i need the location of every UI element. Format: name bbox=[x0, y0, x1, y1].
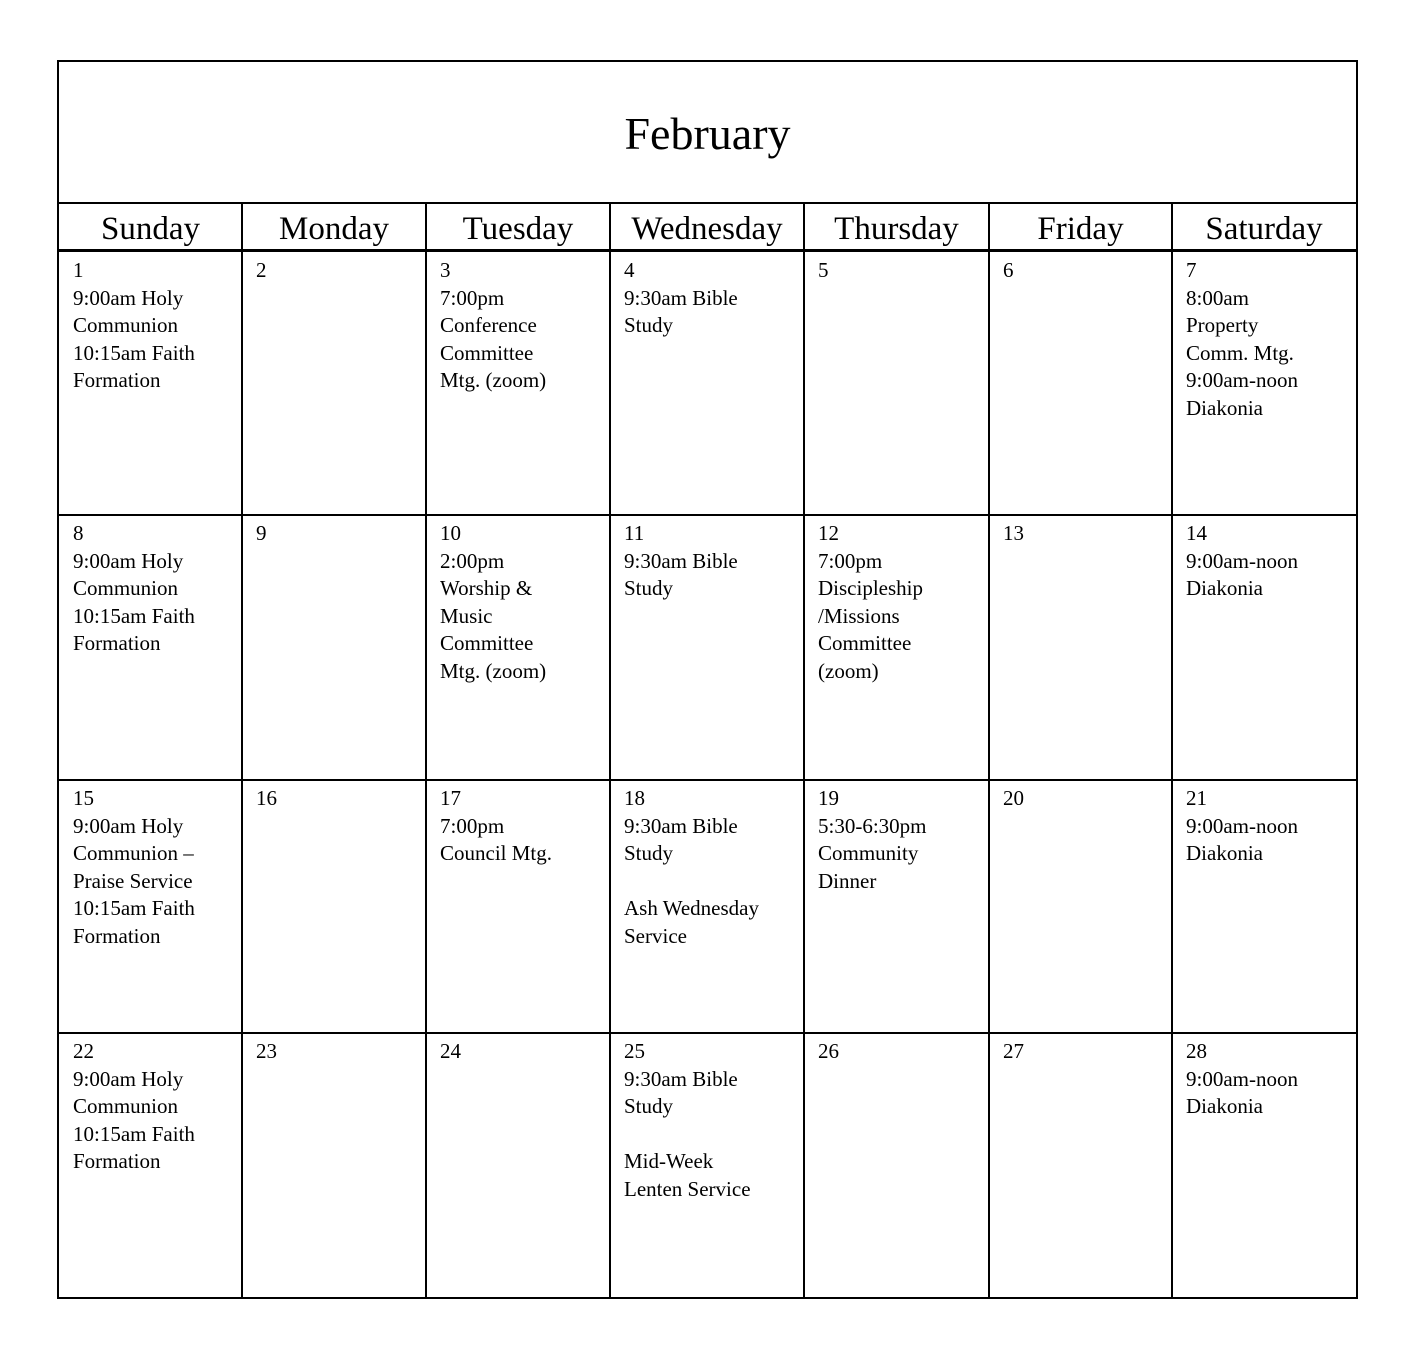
weekday-header-sunday: Sunday bbox=[101, 211, 200, 247]
day-number: 17 bbox=[440, 786, 461, 810]
day-number: 7 bbox=[1186, 258, 1197, 282]
day-number: 1 bbox=[73, 258, 84, 282]
day-cell bbox=[242, 252, 426, 515]
day-events: 5:30-6:30pm Community Dinner bbox=[818, 813, 927, 893]
day-events: 2:00pm Worship & Music Committee Mtg. (zoom) bbox=[440, 548, 547, 683]
day-number: 24 bbox=[440, 1039, 461, 1063]
day-number: 10 bbox=[440, 521, 461, 545]
day-number: 14 bbox=[1186, 521, 1207, 545]
day-cell bbox=[242, 515, 426, 780]
day-cell bbox=[242, 780, 426, 1033]
day-number: 20 bbox=[1003, 786, 1024, 810]
weekday-header-row bbox=[59, 204, 1356, 252]
column-divider bbox=[609, 204, 611, 1297]
day-number: 6 bbox=[1003, 258, 1014, 282]
day-number: 25 bbox=[624, 1039, 645, 1063]
day-number: 3 bbox=[440, 258, 451, 282]
day-number: 21 bbox=[1186, 786, 1207, 810]
column-divider bbox=[803, 204, 805, 1297]
day-cell bbox=[804, 515, 989, 780]
day-events: 9:00am Holy Communion 10:15am Faith Formation bbox=[73, 548, 195, 655]
day-cell bbox=[1172, 252, 1356, 515]
day-cell bbox=[610, 780, 804, 1033]
month-title: February bbox=[624, 108, 791, 159]
column-divider bbox=[425, 204, 427, 1297]
day-cell bbox=[989, 252, 1172, 515]
day-cell bbox=[989, 1033, 1172, 1297]
day-cell bbox=[59, 252, 242, 515]
day-cell bbox=[804, 252, 989, 515]
day-number: 2 bbox=[256, 258, 267, 282]
day-events: 9:00am Holy Communion 10:15am Faith Formation bbox=[73, 1066, 195, 1173]
day-number: 9 bbox=[256, 521, 267, 545]
day-number: 27 bbox=[1003, 1039, 1024, 1063]
weekday-header-monday: Monday bbox=[279, 211, 389, 247]
day-cell bbox=[1172, 780, 1356, 1033]
day-cell bbox=[610, 515, 804, 780]
day-cell bbox=[804, 780, 989, 1033]
day-events: 9:30am Bible Study Mid-Week Lenten Service bbox=[624, 1066, 751, 1201]
day-events: 7:00pm Conference Committee Mtg. (zoom) bbox=[440, 285, 547, 392]
day-number: 8 bbox=[73, 521, 84, 545]
day-number: 22 bbox=[73, 1039, 94, 1063]
day-number: 13 bbox=[1003, 521, 1024, 545]
day-cell bbox=[1172, 1033, 1356, 1297]
column-divider bbox=[1171, 204, 1173, 1297]
column-divider bbox=[241, 204, 243, 1297]
day-number: 5 bbox=[818, 258, 829, 282]
day-number: 28 bbox=[1186, 1039, 1207, 1063]
day-cell bbox=[426, 780, 610, 1033]
weekday-header-wednesday: Wednesday bbox=[631, 211, 783, 247]
day-cell bbox=[989, 780, 1172, 1033]
day-number: 19 bbox=[818, 786, 839, 810]
day-events: 9:00am Holy Communion 10:15am Faith Formation bbox=[73, 285, 195, 392]
column-divider bbox=[988, 204, 990, 1297]
day-events: 9:30am Bible Study bbox=[624, 285, 738, 337]
day-number: 23 bbox=[256, 1039, 277, 1063]
day-cell bbox=[1172, 515, 1356, 780]
day-events: 9:00am-noon Diakonia bbox=[1186, 813, 1298, 865]
day-events: 9:30am Bible Study bbox=[624, 548, 738, 600]
day-cell bbox=[426, 515, 610, 780]
calendar bbox=[57, 60, 1358, 1299]
day-number: 15 bbox=[73, 786, 94, 810]
day-number: 16 bbox=[256, 786, 277, 810]
weekday-header-friday: Friday bbox=[1037, 211, 1124, 247]
day-cell bbox=[610, 1033, 804, 1297]
day-cell bbox=[59, 1033, 242, 1297]
day-events: 9:30am Bible Study Ash Wednesday Service bbox=[624, 813, 759, 948]
day-events: 8:00am Property Comm. Mtg. 9:00am-noon Diakonia bbox=[1186, 285, 1298, 420]
day-cell bbox=[242, 1033, 426, 1297]
day-number: 11 bbox=[624, 521, 645, 545]
day-events: 9:00am-noon Diakonia bbox=[1186, 1066, 1298, 1118]
day-events: 9:00am Holy Communion – Praise Service 10:15am Faith Formation bbox=[73, 813, 195, 948]
weekday-header-saturday: Saturday bbox=[1205, 211, 1323, 247]
day-cell bbox=[426, 252, 610, 515]
day-cell bbox=[989, 515, 1172, 780]
day-events: 7:00pm Discipleship /Missions Committee (zoom) bbox=[818, 548, 923, 683]
day-number: 12 bbox=[818, 521, 839, 545]
day-number: 26 bbox=[818, 1039, 839, 1063]
weekday-header-thursday: Thursday bbox=[834, 211, 959, 247]
day-number: 4 bbox=[624, 258, 635, 282]
day-events: 9:00am-noon Diakonia bbox=[1186, 548, 1298, 600]
day-cell bbox=[59, 515, 242, 780]
weekday-header-tuesday: Tuesday bbox=[462, 211, 574, 247]
day-cell bbox=[610, 252, 804, 515]
day-number: 18 bbox=[624, 786, 645, 810]
day-events: 7:00pm Council Mtg. bbox=[440, 813, 553, 865]
row-divider bbox=[59, 1032, 1356, 1034]
title-row bbox=[59, 62, 1356, 204]
day-cell bbox=[804, 1033, 989, 1297]
row-divider bbox=[59, 514, 1356, 516]
row-divider bbox=[59, 779, 1356, 781]
day-cell bbox=[59, 780, 242, 1033]
day-cell bbox=[426, 1033, 610, 1297]
